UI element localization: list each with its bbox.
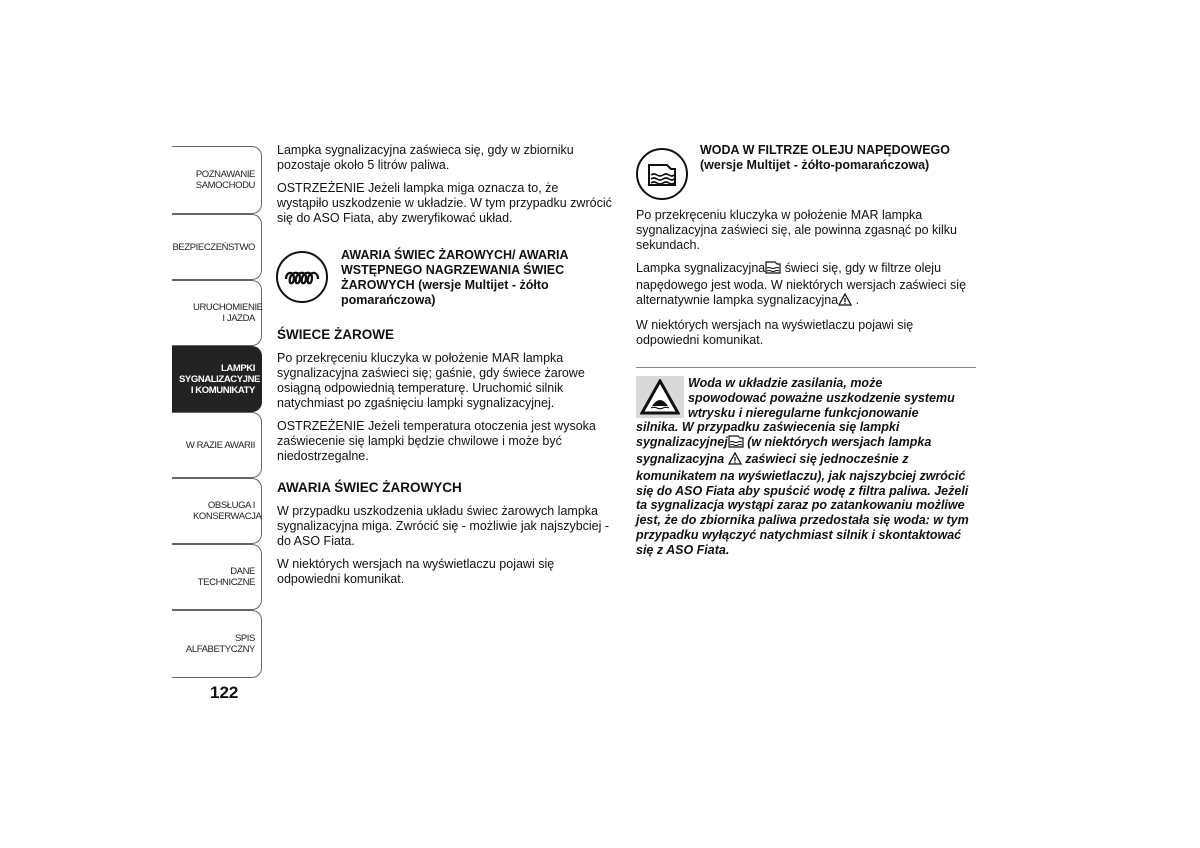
- tab-obsluga-i-konserwacja[interactable]: [172, 478, 262, 544]
- section-title-awaria: AWARIA ŚWIEC ŻAROWYCH: [277, 480, 462, 495]
- tab-label: POZNAWANIE SAMOCHODU: [195, 169, 255, 191]
- tab-dane-techniczne[interactable]: [172, 544, 262, 610]
- paragraph: W niektórych wersjach na wyświetlaczu pojawi się odpowiedni komunikat.: [277, 557, 555, 586]
- paragraph: OSTRZEŻENIE Jeżeli temperatura otoczenia jest wysoka zaświecenie się lampki będzie chwilowe i może być niedostrzegalne.: [277, 419, 596, 463]
- warning-line: [636, 452, 976, 469]
- left-column: [277, 143, 612, 234]
- glow-plug-heading: AWARIA ŚWIEC ŻAROWYCH/ AWARIA WSTĘPNEGO NAGRZEWANIA ŚWIEC ŻAROWYCH (wersje Multijet - żółto pomarańczowa): [341, 248, 569, 307]
- text-fragment: świeci się, gdy w filtrze oleju napędowego jest woda. W niektórych wersjach zaświeci się alternatywnie lampka sygnalizacyjna: [636, 261, 967, 307]
- text-fragment: sygnalizacyjnej: [636, 435, 728, 450]
- tab-spis-alfabetyczny[interactable]: [172, 610, 262, 678]
- tab-bezpieczenstwo[interactable]: [172, 214, 262, 280]
- water-in-fuel-heading: WODA W FILTRZE OLEJU NAPĘDOWEGO (wersje Multijet - żółto-pomarańczowa): [700, 143, 950, 172]
- section-title-swiece-zarowe: ŚWIECE ŻAROWE: [277, 327, 394, 342]
- right-column: [636, 208, 976, 356]
- paragraph: Po przekręceniu kluczyka w położenie MAR lampka sygnalizacyjna zaświeci się, ale powinna zgasnąć po kilku sekundach.: [636, 208, 958, 252]
- warning-line: spowodować poważne uszkodzenie systemu: [688, 390, 955, 405]
- warning-triangle-icon: [838, 293, 852, 310]
- tab-w-razie-awarii[interactable]: [172, 412, 262, 478]
- warning-line: silnika. W przypadku zaświecenia się lampki: [636, 420, 900, 435]
- text-fragment: (w niektórych wersjach lampka: [743, 435, 932, 450]
- warning-line: wtrysku i nieregularne funkcjonowanie: [688, 405, 919, 420]
- tab-label: BEZPIECZEŃSTWO: [172, 241, 255, 253]
- tab-lampki-sygnalizacyjne[interactable]: [172, 346, 262, 412]
- water-in-fuel-icon: [636, 148, 688, 200]
- warning-line: [636, 435, 976, 452]
- tab-label: DANE TECHNICZNE: [197, 566, 255, 588]
- tab-poznawanie-samochodu[interactable]: [172, 146, 262, 214]
- warning-triangle-icon: [728, 452, 742, 469]
- divider-rule: [636, 367, 976, 368]
- water-heading-block: [700, 143, 960, 181]
- warning-line: Woda w układzie zasilania, może: [688, 376, 883, 390]
- warning-text: [636, 376, 976, 558]
- tab-label: LAMPKI SYGNALIZACYJNE I KOMUNIKATY: [179, 362, 260, 396]
- paragraph: W przypadku uszkodzenia układu świec żarowych lampka sygnalizacyjna miga. Zwrócić się - możliwie jak najszybciej - do ASO Fiata.: [277, 504, 610, 548]
- warning-line: komunikatem na wyświetlaczu), jak najszybciej zwrócić się do ASO Fiata aby spuścić wodę z filtra paliwa. Jeżeli ta sygnalizacja wystąpi zaraz po zatankowaniu możliwe jest, że do zbiornika paliwa przedostała się woda: w tym przypadku wyłączyć natychmiast silnik i skontaktować się z ASO Fiata.: [636, 468, 969, 557]
- paragraph: [636, 261, 976, 310]
- tab-uruchomienie-i-jazda[interactable]: [172, 280, 262, 346]
- text-fragment: Lampka sygnalizacyjna: [636, 261, 766, 275]
- water-filter-small-icon: [765, 261, 781, 278]
- paragraph: Lampka sygnalizacyjna zaświeca się, gdy w zbiorniku pozostaje około 5 litrów paliwa.: [277, 143, 574, 172]
- tab-label: SPIS ALFABETYCZNY: [185, 633, 255, 655]
- tab-label: OBSŁUGA I KONSERWACJA: [193, 500, 262, 522]
- paragraph: OSTRZEŻENIE Jeżeli lampka miga oznacza to, że wystąpiło uszkodzenie w układzie. W tym przypadku zwrócić się do ASO Fiata, aby zweryfikować układ.: [277, 181, 612, 225]
- paragraph: Po przekręceniu kluczyka w położenie MAR lampka sygnalizacyjna zaświeci się; gaśnie, gdy świece żarowe osiągną odpowiednią temperaturę. Uruchomić silnik natychmiast po zgaśnięciu lampki sygnalizacyjnej.: [277, 351, 585, 410]
- glow-plug-icon: [276, 251, 328, 303]
- glow-plug-heading-block: [341, 248, 603, 316]
- text-fragment: zaświeci się jednocześnie z: [741, 451, 909, 466]
- paragraph: W niektórych wersjach na wyświetlaczu pojawi się odpowiedni komunikat.: [636, 318, 914, 347]
- water-filter-small-icon: [728, 435, 744, 452]
- text-fragment: sygnalizacyjna: [636, 451, 725, 466]
- left-column-lower: [277, 327, 612, 595]
- page-number: 122: [210, 683, 239, 702]
- text-fragment: .: [852, 293, 860, 307]
- tab-label: W RAZIE AWARII: [185, 439, 255, 451]
- tab-label: URUCHOMIENIE I JAZDA: [193, 302, 263, 324]
